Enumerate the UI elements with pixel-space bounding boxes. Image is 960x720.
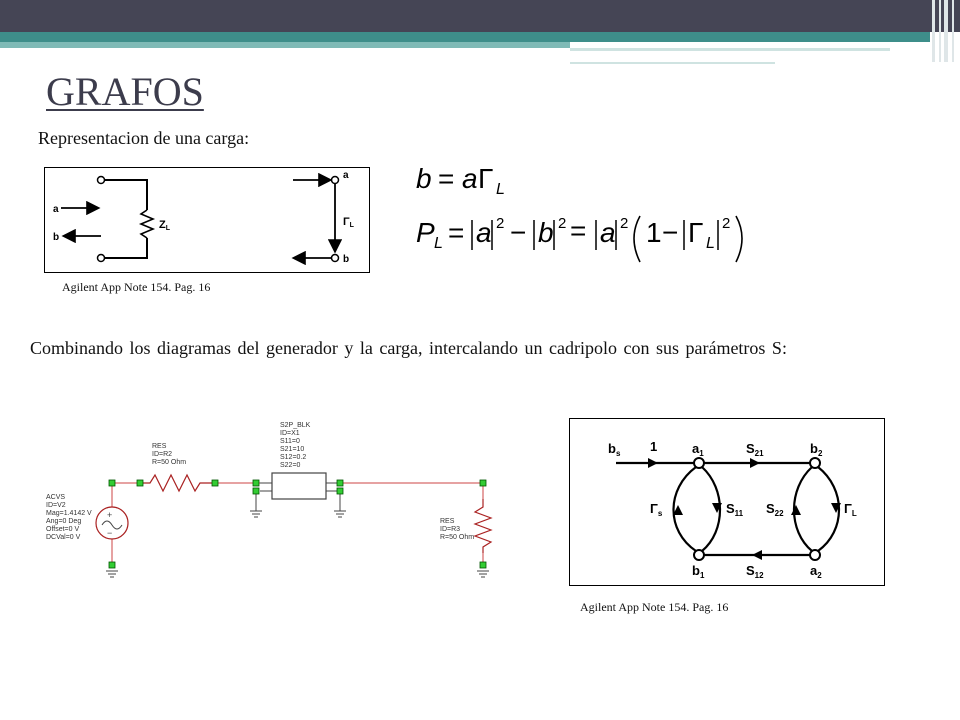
slide-title: GRAFOS [46, 69, 204, 114]
header-accent-stripe [0, 32, 930, 42]
svg-text:P: P [416, 217, 435, 248]
svg-text:−: − [510, 217, 527, 248]
header-thin-line [570, 48, 890, 51]
res-r3-value: R=50 Ohm [440, 534, 475, 541]
res-r2-id: ID=R2 [152, 451, 173, 458]
node-b2-label: $b_2$ [810, 441, 823, 458]
svg-text:Γ: Γ [478, 163, 494, 194]
slide-subtitle: Representacion de una carga: [38, 128, 250, 148]
svg-text:Γ: Γ [688, 217, 704, 248]
svg-text:a: a [600, 217, 616, 248]
s2p-type: S2P_BLK [280, 422, 311, 429]
svg-text:1: 1 [646, 217, 662, 248]
node-bs-label: $b_s$ [608, 441, 621, 458]
s21-label: $S_{21}$ [746, 441, 764, 458]
node-b-label: b [343, 254, 350, 265]
s2p-s21: S21=10 [280, 446, 305, 453]
node-a1-label: $a_1$ [692, 441, 704, 458]
s11-label: $S_{11}$ [726, 501, 744, 518]
header-bar [0, 0, 960, 32]
source-caption: Agilent App Note 154. Pag. 16 [62, 280, 211, 294]
svg-text:b: b [538, 217, 554, 248]
acvs-id: ID=V2 [46, 502, 66, 509]
svg-text:=: = [448, 217, 465, 248]
svg-text:a: a [462, 163, 478, 194]
s2p-id: ID=X1 [280, 430, 300, 437]
s2p-s12: S12=0.2 [280, 454, 307, 461]
res-r3-type: RES [440, 518, 455, 525]
res-r2-value: R=50 Ohm [152, 459, 187, 466]
header-accent-stripe-light [0, 42, 570, 48]
combination-text: Combinando los diagramas del generador y la carga, intercalando un cadripolo con sus parámetros S: [30, 338, 787, 358]
port-a-label: a [53, 204, 59, 215]
svg-text:2: 2 [496, 215, 505, 232]
gamma-l-flow-label: $\Gamma_L$ [844, 501, 857, 518]
acvs-offset: Offset=0 V [46, 526, 80, 533]
header-vertical-stripes [930, 0, 960, 62]
svg-text:2: 2 [620, 215, 629, 232]
svg-text:=: = [438, 163, 455, 194]
svg-text:2: 2 [558, 215, 567, 232]
equations [410, 158, 760, 273]
res-r2-type: RES [152, 443, 167, 450]
svg-text:a: a [476, 217, 492, 248]
svg-text:+: + [107, 510, 113, 520]
res-r3-id: ID=R3 [440, 526, 461, 533]
load-diagram [44, 167, 370, 273]
impedance-label: ZL [159, 219, 171, 232]
source-caption-bottom: Agilent App Note 154. Pag. 16 [580, 600, 729, 614]
svg-text:L: L [496, 181, 505, 198]
signal-flow-graph [569, 418, 885, 586]
svg-text:=: = [570, 215, 587, 246]
svg-text:L: L [434, 235, 443, 252]
equation-1 [416, 163, 505, 198]
s22-label: $S_{22}$ [766, 501, 784, 518]
svg-text:L: L [706, 235, 715, 252]
gamma-s-label: $\Gamma_s$ [650, 501, 663, 518]
circuit-schematic [40, 415, 510, 595]
node-b1-label: $b_1$ [692, 563, 705, 580]
gamma-l-label: ΓL [343, 216, 354, 229]
equation-2 [416, 215, 742, 262]
acvs-type: ACVS [46, 494, 66, 501]
header-thin-line [570, 62, 775, 64]
node-a-label: a [343, 170, 349, 181]
svg-text:2: 2 [722, 215, 731, 232]
s2p-s22: S22=0 [280, 462, 301, 469]
svg-text:−: − [662, 217, 679, 248]
s12-label: $S_{12}$ [746, 563, 764, 580]
node-a2-label: $a_2$ [810, 563, 822, 580]
acvs-mag: Mag=1.4142 V [46, 510, 92, 517]
svg-text:−: − [107, 528, 113, 538]
port-b-label: b [53, 232, 60, 243]
svg-text:b: b [416, 163, 432, 194]
s2p-s11: S11=0 [280, 438, 300, 445]
unity-gain-label: 1 [650, 439, 658, 454]
acvs-ang: Ang=0 Deg [46, 518, 82, 525]
acvs-dcval: DCVal=0 V [46, 534, 81, 541]
